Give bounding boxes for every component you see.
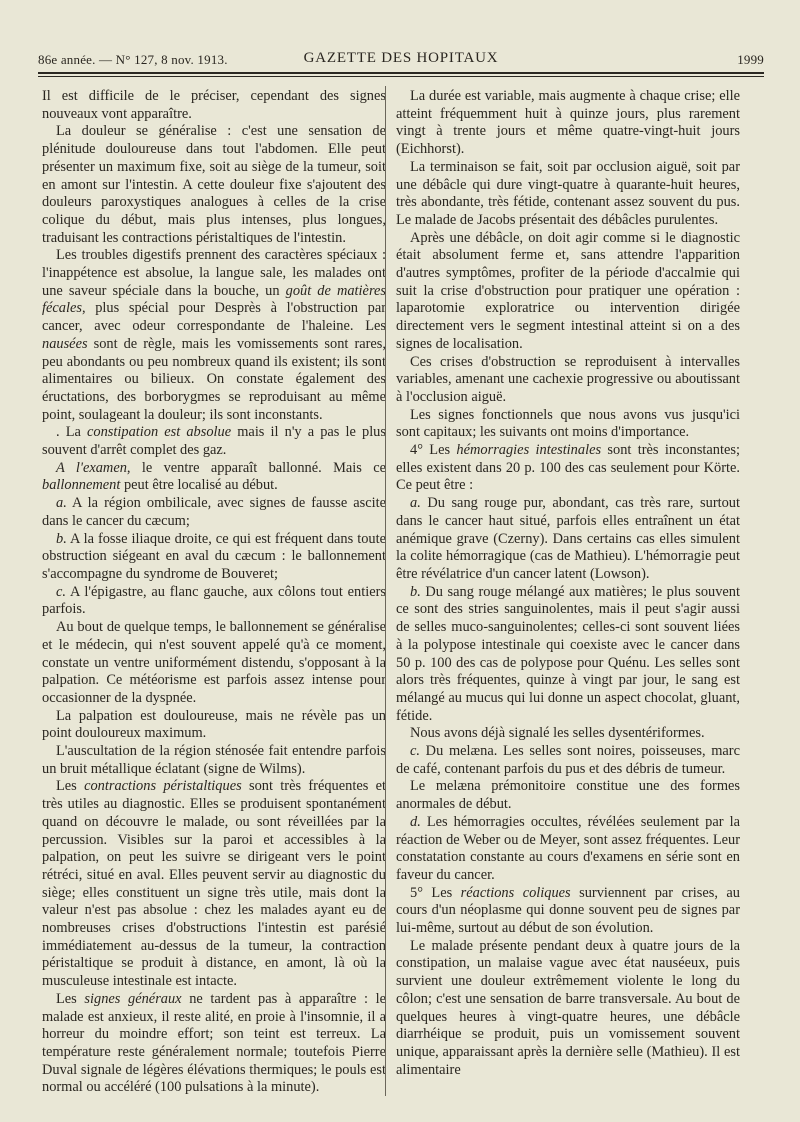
italic-text: ballonnement — [42, 477, 121, 494]
paragraph — [42, 778, 386, 990]
paragraph — [42, 123, 386, 247]
italic-text: nausées — [42, 335, 88, 352]
paragraph — [396, 778, 740, 813]
paragraph — [396, 354, 740, 407]
text-run: Du sang rouge mélangé aux matières; le plus souvent ce sont des stries sanguinolentes, mais il peut s'agir aussi de selles muco-sanguinolentes; celles-ci sont souvent liées à la polypose intestinale qui coexiste avec le cancer dans 50 p. 100 des cas de polypose pour Quénu. Les selles sont alors très fréquentes, quinze à vingt par jour, le sang est mélangé au mucus qui lui donne un aspect chocolat, gluant, fétide. — [396, 583, 740, 724]
paragraph — [396, 495, 740, 584]
text-run: Les — [56, 990, 85, 1007]
paragraph — [42, 531, 386, 584]
text-run: Nous avons déjà signalé les selles dysentériformes. — [410, 725, 705, 742]
text-run: 5° Les — [410, 884, 461, 901]
paragraph — [396, 159, 740, 230]
italic-text: signes généraux — [84, 990, 182, 1007]
italic-text: a. — [56, 495, 67, 512]
text-run: Les — [56, 778, 85, 795]
italic-text: c. — [56, 583, 66, 600]
text-run: Les signes fonctionnels que nous avons vus jusqu'ici sont capitaux; les suivants ont moins d'importance. — [396, 406, 740, 441]
paragraph — [396, 88, 740, 159]
right-column — [396, 88, 740, 1079]
text-run: sont très fréquentes et très utiles au diagnostic. Elles se produisent spontanément quand on découvre le malade, ou sont réveillées par la percussion. Visibles sur la paroi et accessibles à la palpation, on peut les suivre se dirigeant vers le point rétréci, situé en aval. Elles peuvent servir au diagnostic du siège; elles constituent un signe très utile, mais dont la valeur n'est pas absolue : chez les malades ayant eu de nombreuses crises d'obstructions l'intestin est parésié immédiatement au-dessus de la tumeur, la contraction péristaltique se produit à distance, en amont, là où la musculeuse intestinale est intacte. — [42, 778, 386, 990]
text-run: , plus spécial pour Desprès à l'obstruction par cancer, avec odeur correspondante de l'haleine. Les — [42, 300, 386, 335]
text-run: Le melæna prémonitoire constitue une des formes anormales de début. — [396, 778, 740, 813]
paragraph — [42, 88, 386, 123]
left-column — [42, 88, 386, 1097]
text-run: Au bout de quelque temps, le ballonnement se généralise et le médecin, qui n'est souvent appelé qu'à ce moment, constate un ventre uniformément distendu, s'opposant à la palpation. Ce météorisme est parfois assez intense pour occasionner de la dyspnée. — [42, 619, 386, 706]
paragraph — [42, 424, 386, 459]
text-run: sont très inconstantes; elles existent dans 20 p. 100 des cas seulement pour Körte. Ce peut être : — [396, 442, 740, 494]
text-run: Le malade présente pendant deux à quatre jours de la constipation, un malaise vague avec état nauséeux, puis survient une douleur extrêmement violente le long du côlon; c'est une sensation de barre transversale. Au bout de quelques heures à vingt-quatre heures, une débâcle diarrhéique se produit, puis un vomissement souvent unique, apparaissant après la dernière selle (Mathieu). Il est alimentaire — [396, 937, 740, 1078]
italic-text: hémorragies intestinales — [456, 442, 602, 459]
paragraph — [396, 407, 740, 442]
paragraph — [42, 247, 386, 424]
paragraph — [42, 991, 386, 1097]
italic-text: a. — [410, 495, 421, 512]
paragraph — [396, 938, 740, 1080]
paragraph — [396, 584, 740, 726]
text-run: La palpation est douloureuse, mais ne révèle pas un point douloureux maximum. — [42, 707, 386, 742]
italic-text: c. — [410, 743, 420, 760]
column-divider — [385, 86, 386, 1096]
page-header — [38, 48, 764, 72]
italic-text: réactions coliques — [460, 884, 571, 901]
text-run: peut être localisé au début. — [120, 477, 278, 494]
text-run: Les troubles digestifs prennent des caractères spéciaux : l'inappétence est absolue, la langue sale, les malades ont une saveur spéciale dans la bouche, un — [42, 247, 386, 299]
header-rule-thin — [38, 76, 764, 77]
text-run: sont de règle, mais les vomissements sont rares, peu abondants ou peu nombreux quand ils existent; ils sont alimentaires ou bilieux. On constate également des éructations, des borborygmes se reproduisant au même point, soulageant la douleur; ils sont inconstants. — [42, 335, 386, 423]
text-run: La durée est variable, mais augmente à chaque crise; elle atteint fréquemment huit à quinze jours, plus rarement vingt à trente jours et même quatre-vingt-huit jours (Eichhorst). — [396, 88, 740, 158]
text-run: surviennent par crises, au cours d'un néoplasme qui donne souvent peu de signes par lui-même, surtout au début de son évolution. — [396, 884, 740, 937]
text-run: Du melæna. Les selles sont noires, poisseuses, marc de café, contenant parfois du pus et des débris de tumeur. — [396, 743, 740, 777]
text-run: mais il n'y a pas le plus souvent d'arrêt complet des gaz. — [42, 424, 386, 459]
italic-text: goût de matières fécales — [42, 282, 386, 317]
paragraph — [396, 725, 740, 743]
text-run: 4° Les — [410, 442, 457, 459]
header-rule-thick — [38, 72, 764, 74]
paragraph — [396, 885, 740, 938]
italic-text: d. — [410, 813, 421, 830]
paragraph — [396, 743, 740, 778]
paragraph — [42, 619, 386, 708]
italic-text: contractions péristaltiques — [84, 778, 242, 795]
paragraph — [42, 584, 386, 619]
journal-title: GAZETTE DES HOPITAUX — [303, 50, 499, 66]
paragraph — [396, 814, 740, 885]
page-number: 1999 — [737, 52, 764, 67]
issue-info: 86e année. — N° 127, 8 nov. 1913. — [38, 52, 228, 67]
text-run: . La — [56, 424, 87, 441]
italic-text: b. — [410, 583, 421, 600]
italic-text: constipation est absolue — [87, 424, 232, 441]
paragraph — [42, 495, 386, 530]
text-run: , le ventre apparaît ballonné. Mais ce — [126, 459, 386, 476]
text-run: A la région ombilicale, avec signes de fausse ascite dans le cancer du cæcum; — [42, 495, 386, 529]
text-run: La douleur se généralise : c'est une sensation de plénitude douloureuse dans tout l'abdomen. Elle peut présenter un maximum fixe, soit au siège de la tumeur, soit en amont sur l'intestin. A cette douleur fixe s'ajoutent des douleurs paroxystiques analogues à celles de la crise colique du début, mais plus intenses, plus longues, traduisant les contractions péristaltiques de l'intestin. — [42, 123, 386, 246]
text-run: A la fosse iliaque droite, ce qui est fréquent dans toute obstruction siégeant en aval du cæcum : le ballonnement s'accompagne du syndrome de Bouveret; — [42, 530, 386, 582]
paragraph — [42, 460, 386, 495]
text-run: Après une débâcle, on doit agir comme si le diagnostic était absolument ferme et, sans attendre l'apparition d'autres symptômes, profiter de la période d'accalmie qui suit la crise d'obstruction pour pratiquer une opération : laparotomie exploratrice ou intervention dirigée directement vers le segment intestinal atteint si on a des signes de localisation. — [396, 229, 740, 352]
paragraph — [396, 230, 740, 354]
text-run: La terminaison se fait, soit par occlusion aiguë, soit par une débâcle qui dure vingt-quatre à quarante-huit heures, très abondante, très fétide, contenant assez souvent du pus. Le malade de Jacobs présentait des débâcles purulentes. — [396, 158, 740, 228]
text-run: A l'épigastre, au flanc gauche, aux côlons tout entiers parfois. — [42, 583, 386, 618]
italic-text: A l'examen — [56, 459, 127, 476]
text-run: Du sang rouge pur, abondant, cas très rare, surtout dans le cancer haut situé, parfois elles entraînent un état anémique grave (Czerny). Dans certains cas elles simulent la colite hémorragique (cas de Mathieu). L'hémorragie peut être révélatrice d'un cancer latent (Lowson). — [396, 495, 740, 582]
text-run: Il est difficile de le préciser, cependant des signes nouveaux vont apparaître. — [42, 88, 386, 122]
paragraph — [42, 708, 386, 743]
text-run: Ces crises d'obstruction se reproduisent à intervalles variables, amenant une cachexie progressive ou aboutissant à l'occlusion aiguë. — [396, 353, 740, 405]
text-run: ne tardent pas à apparaître : le malade est anxieux, il reste alité, en proie à l'insomnie, il a horreur du moindre effort; son teint est terreux. La température reste généralement normale; toutefois Pierre Duval signale de légères élévations thermiques; le pouls est normal ou accéléré (100 pulsations à la minute). — [42, 990, 386, 1096]
paragraph — [42, 743, 386, 778]
text-run: L'auscultation de la région sténosée fait entendre parfois un bruit métallique éclatant (signe de Wilms). — [42, 743, 386, 777]
text-run: Les hémorragies occultes, révélées seulement par la réaction de Weber ou de Meyer, sont assez fréquentes. Leur constatation constante au cours d'examens en série sont en faveur du cancer. — [396, 813, 740, 883]
paragraph — [396, 442, 740, 495]
italic-text: b. — [56, 530, 67, 547]
